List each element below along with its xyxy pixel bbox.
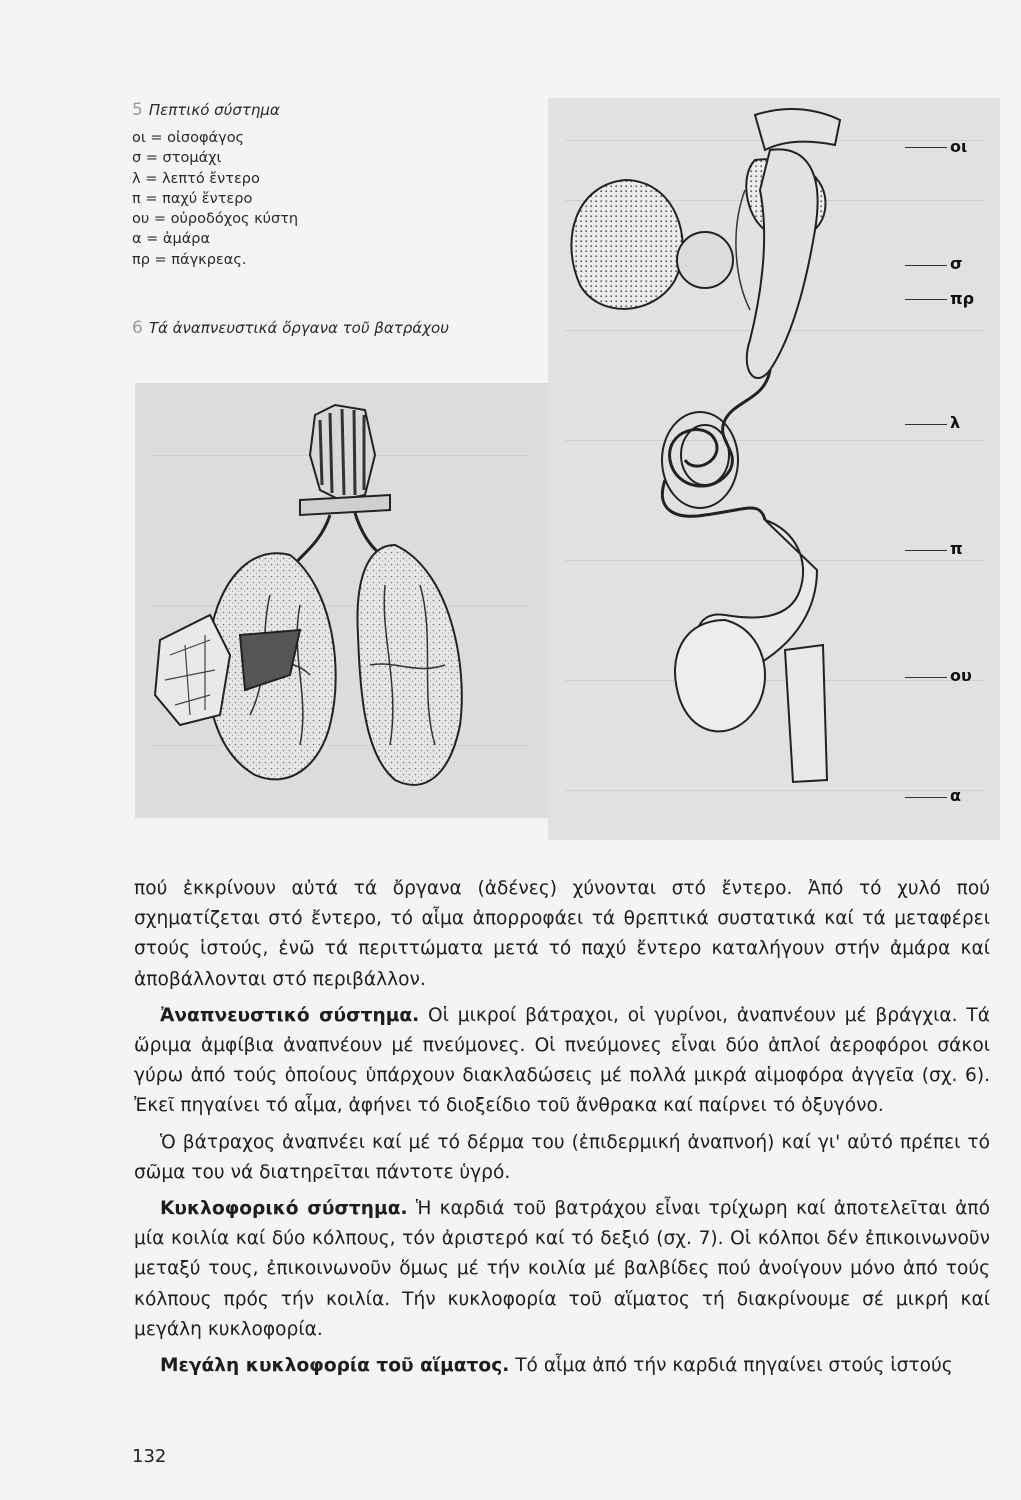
label-oesophagus: οι [950,137,968,156]
label-small-intestine: λ [950,413,961,432]
legend-item: α = ἀμάρα [132,231,211,248]
legend-item: λ = λεπτό ἔντερο [132,170,260,187]
figure6-caption [132,318,449,338]
frog-digestive-system-illustration [555,100,968,800]
section-heading: Κυκλοφορικό σύστημα. [160,1198,408,1220]
leader-line [905,677,947,678]
paragraph: Ὁ βάτραχος ἀναπνέει καί μέ τό δέρμα του (ἐπιδερμική ἀναπνοή) καί γι' αὐτό πρέπει τό σῶμα του νά διατηρεῖται πάντοτε ὑγρό. [134,1131,990,1183]
leader-line [905,797,947,798]
figure6-title: Τά ἀναπνευστικά ὄργανα τοῦ βατράχου [148,319,449,337]
legend-item: σ = στομάχι [132,150,222,167]
paragraph: πού ἐκκρίνουν αὐτά τά ὄργανα (ἀδένες) χύνονται στό ἔντερο. Ἀπό τό χυλό πού σχηματίζεται στό ἔντερο, τό αἷμα ἀπορροφάει τά θρεπτικά συστατικά καί τά μεταφέρει στούς ἱστούς, ἐνῶ τά περιττώματα μετά τό παχύ ἔντερο καταλήγουν στήν ἀμάρα καί ἀποβάλλονται στό περιβάλλον. [134,878,990,990]
paragraph-systemic-circulation [134,1351,990,1381]
legend-item: ου = οὐροδόχος κύστη [132,211,299,228]
figure5-number: 5 [132,100,143,120]
frog-lungs-illustration [150,395,480,800]
leader-line [905,550,947,551]
label-cloaca: α [950,786,961,805]
leader-line [905,147,947,148]
label-urinary-bladder: ου [950,666,972,685]
label-stomach: σ [950,254,963,273]
leader-line [905,424,947,425]
section-heading: Μεγάλη κυκλοφορία τοῦ αἵματος. [160,1355,510,1377]
figure5-legend-list [132,128,432,270]
body-text [134,874,990,1381]
paragraph-respiratory [134,1001,990,1122]
leader-line [905,265,947,266]
label-large-intestine: π [950,539,963,558]
legend-item: πρ = πάγκρεας. [132,251,247,268]
paragraph-text: Οἱ μικροί βάτραχοι, οἱ γυρίνοι, ἀναπνέουν μέ βράγχια. Τά ὥριμα ἀμφίβια ἀναπνέουν μέ πνεύμονες. Οἱ πνεύμονες εἶναι δύο ἁπλοί ἀεροφόροι σάκοι γύρω ἀπό τούς ὁποίους ὑπάρχουν διακλαδώσεις μέ πολλά μικρά αἱμοφόρα ἀγγεῖα (σχ. 6). Ἐκεῖ πηγαίνει τό αἷμα, ἀφήνει τό διοξείδιο τοῦ ἄνθρακα καί παίρνει τό ὀξυγόνο. [134,1004,990,1117]
figure6-number: 6 [132,318,143,338]
paragraph-text: Ἡ καρδιά τοῦ βατράχου εἶναι τρίχωρη καί ἀποτελεῖται ἀπό μία κοιλία καί δύο κόλπους, τόν ἀριστερό καί τό δεξιό (σχ. 7). Οἱ κόλποι δέν ἐπικοινωνοῦν μεταξύ τους, ἐπικοινωνοῦν ὅμως μέ τήν κοιλία μέ βαλβίδες πού ἀνοίγουν μόνο ἀπό τούς κόλπους πρός τήν κοιλία. Τήν κυκλοφορία τοῦ αἵματος τή διακρίνουμε σέ μικρή καί μεγάλη κυκλοφορία. [134,1198,990,1340]
label-pancreas: πρ [950,289,975,308]
leader-line [905,299,947,300]
section-heading: Ἀναπνευστικό σύστημα. [160,1004,420,1026]
legend-item: οι = οἰσοφάγος [132,130,245,146]
page-number: 132 [132,1446,167,1467]
paragraph-text: Τό αἷμα ἀπό τήν καρδιά πηγαίνει στούς ἱστούς [509,1355,953,1377]
paragraph-circulatory [134,1194,990,1345]
legend-item: π = παχύ ἔντερο [132,190,253,207]
figure5-caption [132,100,432,120]
figure5-title: Πεπτικό σύστημα [148,101,280,119]
figure5-legend [132,100,432,270]
